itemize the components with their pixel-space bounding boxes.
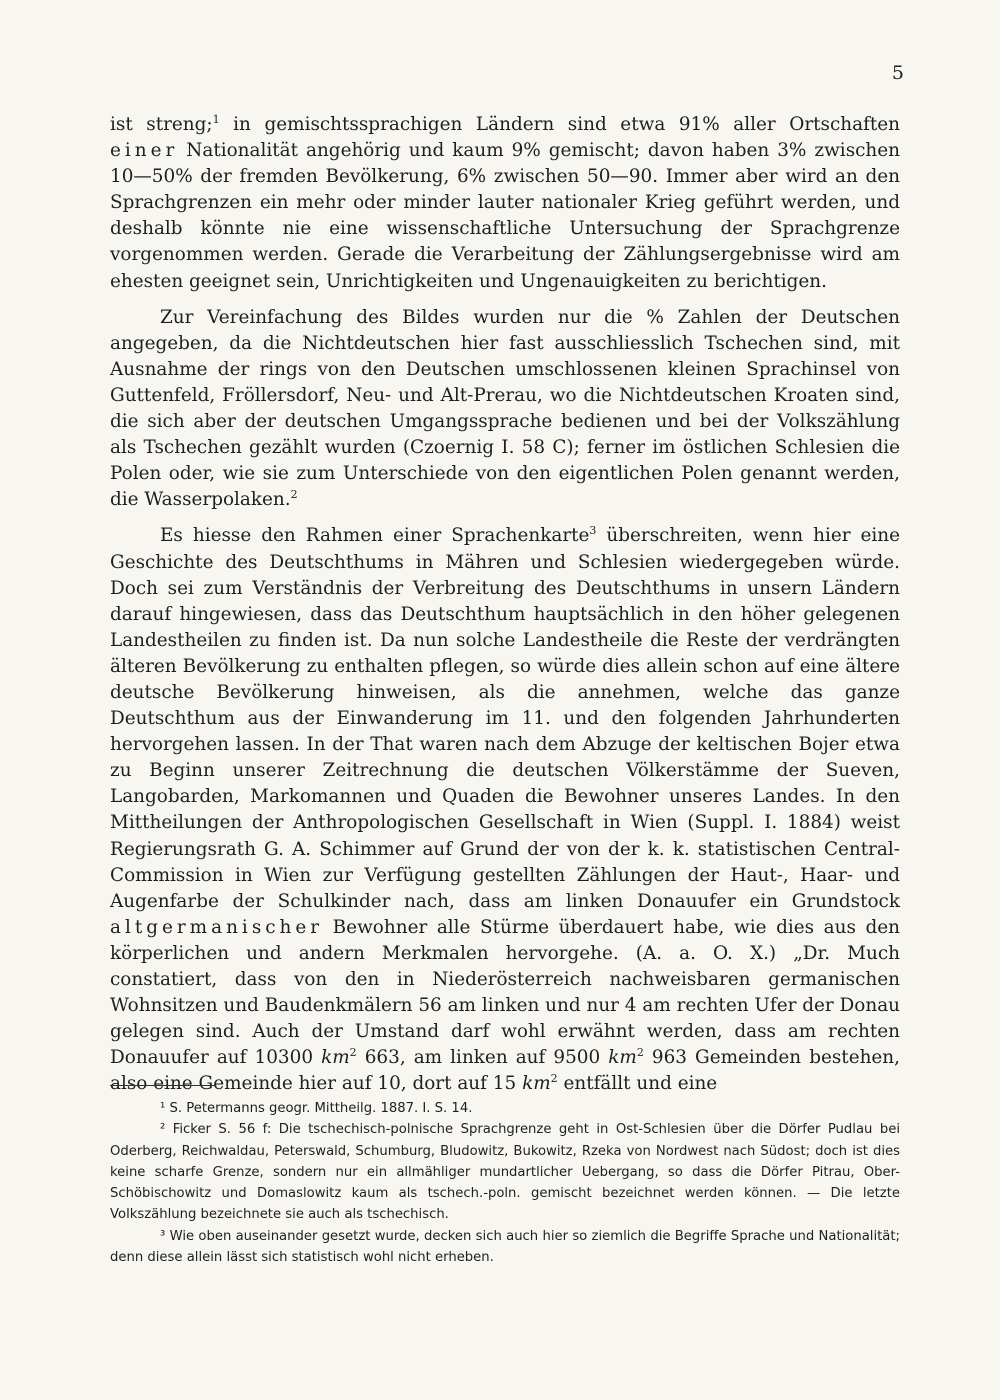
unit-square: 2: [636, 1046, 644, 1060]
paragraph-2-text-a: Zur Vereinfachung des Bildes wurden nur die % Zahlen der Deutschen angegeben, da die Nichtdeutschen hier fast ausschliesslich Tschechen sind, mit Ausnahme der rings von den Deutschen umschlossenen kleinen Sprachinsel von Guttenfeld, Fröllersdorf, Neu- und Alt-Prerau, wo die Nichtdeutschen Kroaten sind, die sich aber der deutschen Umgangssprache bedienen und bei der Volkszählung als Tschechen gezählt wurden (Czoernig I. 58 C); ferner im östlichen Schlesien die Polen oder, wie sie zum Unterschiede von den eigentlichen Polen genannt werden, die Wasserpolaken.: [110, 306, 900, 511]
paragraph-3-text-b: überschreiten, wenn hier eine Geschichte des Deutschthums in Mähren und Schlesien wiedergegeben würde. Doch sei zum Verständnis der Verbreitung des Deutschthums in unsern Ländern darauf hingewiesen, dass das Deutschthum hauptsächlich in den höher gelegenen Landestheilen zu finden ist. Da nun solche Landestheile die Reste der verdrängten älteren Bevölkerung zu enthalten pflegen, so würde dies allein schon auf eine ältere deutsche Bevölkerung hinweisen, als die annehmen, welche das ganze Deutschthum aus der Einwanderung im 11. und den folgenden Jahrhunderten hervorgehen lassen. In der That waren nach dem Abzuge der keltischen Bojer etwa zu Beginn unserer Zeitrechnung die deutschen Völkerstämme der Sueven, Langobarden, Markomannen und Quaden die Bewohner unseres Landes. In den Mittheilungen der Anthropologischen Gesellschaft in Wien (Suppl. I. 1884) weist Regierungsrath G. A. Schimmer auf Grund der von der k. k. statistischen Central-Commission in Wien zur Verfügung gestellten Zählungen der Haut-, Haar- und Augenfarbe der Schulkinder nach, dass am linken Donauufer ein Grundstock: [110, 525, 900, 912]
footnote-1: ¹ S. Petermanns geogr. Mittheilg. 1887. I. S. 14.: [160, 1101, 473, 1116]
paragraph-3: [110, 523, 900, 1097]
paragraph-3-text-e: 963 Gemeinden bestehen, also eine Gemeinde hier auf 10, dort auf 15: [110, 1047, 900, 1095]
footnote-2: ² Ficker S. 56 f: Die tschechisch-polnische Sprachgrenze geht in Ost-Schlesien über die Dörfer Pudlau bei Oderberg, Reichwaldau, Peterswald, Schumburg, Bludowitz, Bukowitz, Rzeka von Nordwest nach Südost; doch ist dies keine scharfe Grenze, sondern nur ein allmähliger mundartlicher Uebergang, so dass die Dörfer Pitrau, Ober-Schöbischowitz und Domaslowitz kaum als tschech.-poln. gemischt bezeichnet werden können. — Die letzte Volkszählung bezeichnete sie auch als tschechisch.: [110, 1122, 900, 1223]
paragraph-3-text-c: Bewohner alle Stürme überdauert habe, wie dies aus den körperlichen und andern Merkmalen hervorgehe. (A. a. O. X.) „Dr. Much constatiert, dass von den in Niederösterreich nachweisbaren germanischen Wohnsitzen und Baudenkmälern 56 am linken und nur 4 am rechten Ufer der Donau gelegen sind. Auch der Umstand darf wohl erwähnt werden, dass am rechten Donauufer auf 10300: [110, 916, 900, 1069]
paragraph-3-text-d: 663, am linken auf 9500: [356, 1047, 609, 1069]
main-text: [110, 112, 900, 1107]
unit-km: km: [522, 1073, 551, 1095]
footnote-ref-3: 3: [589, 524, 597, 538]
footnote-divider: [110, 1085, 216, 1086]
paragraph-3-text-f: entfällt und eine: [557, 1073, 718, 1095]
footnote-3: ³ Wie oben auseinander gesetzt wurde, decken sich auch hier so ziemlich die Begriffe Sprache und Nationalität; denn diese allein lässt sich statistisch wohl nicht erheben.: [110, 1228, 900, 1266]
footnote-ref-2: 2: [290, 488, 298, 502]
paragraph-1-text-a: ist streng;: [110, 114, 213, 135]
paragraph-1-text-c: Nationalität angehörig und kaum 9% gemischt; davon haben 3% zwischen 10—50% der fremden Bevölkerung, 6% zwischen 50—90. Immer aber wird an den Sprachgrenzen ein mehr oder minder lauter nationaler Krieg geführt werden, und deshalb könnte nie eine wissenschaftliche Untersuchung der Sprachgrenze vorgenommen werden. Gerade die Verarbeitung der Zählungsergebnisse wird am ehesten geeignet sein, Unrichtigkeiten und Ungenauigkeiten zu berichtigen.: [110, 140, 900, 292]
footnotes: [110, 1098, 900, 1268]
page-number: 5: [891, 62, 904, 84]
paragraph-1-text-b: in gemischtssprachigen Ländern sind etwa 91% aller Ortschaften: [219, 114, 900, 135]
unit-square: 2: [349, 1046, 357, 1060]
unit-km: km: [608, 1047, 637, 1069]
spaced-emphasis: einer: [110, 140, 179, 162]
paragraph-3-text-a: Es hiesse den Rahmen einer Sprachenkarte: [160, 525, 590, 547]
paragraph-1: [110, 112, 900, 295]
unit-km: km: [321, 1047, 350, 1069]
spaced-emphasis: altgermanischer: [110, 916, 324, 938]
footnote-ref-1: 1: [212, 112, 220, 126]
paragraph-2: [110, 305, 900, 514]
unit-square: 2: [550, 1072, 558, 1086]
